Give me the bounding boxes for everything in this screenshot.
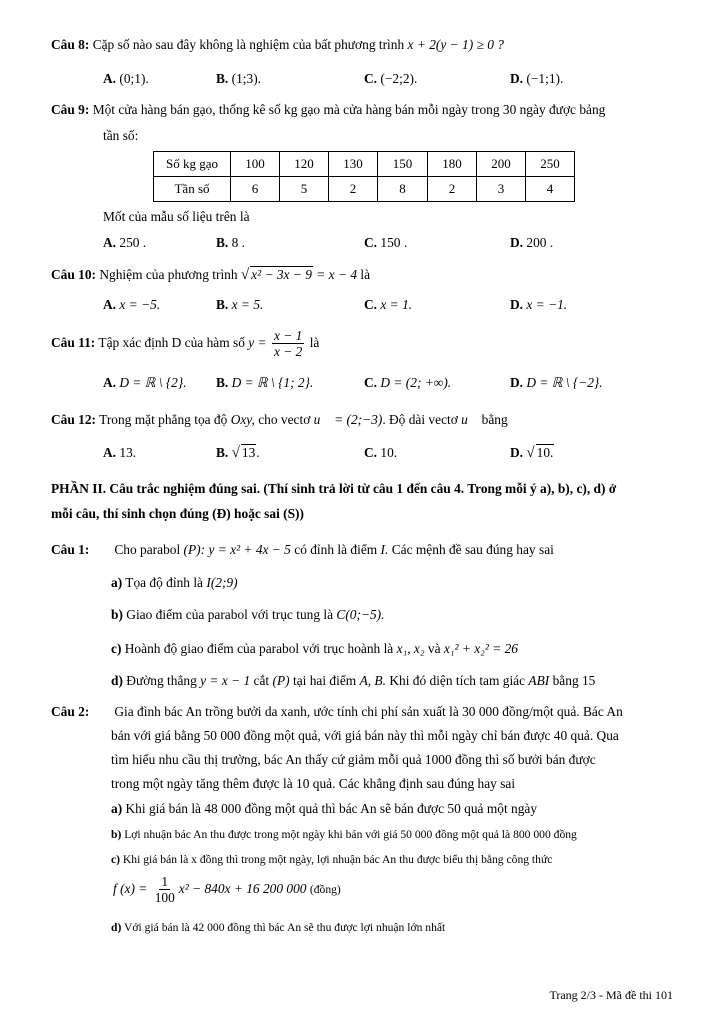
question-label: Câu 9:: [51, 102, 90, 117]
question-10: Câu 10: Nghiệm của phương trình √ x² − 3x − 9 = x − 4 là: [51, 267, 371, 283]
statement-d[interactable]: d) Với giá bán là 42 000 đồng thì bác An sẽ thu được lợi nhuận lớn nhất: [111, 921, 446, 934]
inequality: x + 2(y − 1) ≥ 0 ?: [407, 37, 504, 52]
statement-a[interactable]: a) Tọa độ đỉnh là I(2;9): [111, 575, 238, 590]
table-row: Tần số 6 5 2 8 2 3 4: [154, 177, 575, 202]
question-8: [51, 36, 504, 54]
option-a[interactable]: A. 250 .: [103, 235, 147, 250]
tf-question-2: Câu 2: Gia đình bác An trồng bưởi da xanh, ước tính chi phí sản xuất là 30 000 đồng/một quả. Bác An: [51, 704, 623, 719]
question-12: Câu 12: Trong mặt phẳng tọa độ Oxy, cho vectơ u⃗ = (2;−3). Độ dài vectơ u⃗ bằng: [51, 412, 508, 427]
statement-d[interactable]: d) Đường thẳng y = x − 1 cắt (P) tại hai điểm A, B. Khi đó diện tích tam giác ABI bằng 15: [111, 673, 596, 688]
frequency-table: [153, 151, 575, 202]
option-c[interactable]: C. 10.: [364, 445, 398, 460]
question-label: Câu 12:: [51, 412, 97, 427]
option-b[interactable]: B. (1;3).: [216, 71, 262, 86]
option-d[interactable]: D. (−1;1).: [510, 71, 564, 86]
question-9: [51, 101, 605, 119]
statement-a[interactable]: a) Khi giá bán là 48 000 đồng một quả thì bác An sẽ bán được 50 quả một ngày: [111, 801, 538, 816]
paragraph-line: tìm hiểu nhu cầu thị trường, bác An thấy cứ giảm mỗi quả 1000 đồng thì số bưởi bán được: [111, 752, 596, 767]
option-a[interactable]: A. x = −5.: [103, 297, 161, 312]
option-c[interactable]: C. D = (2; +∞).: [364, 375, 452, 390]
question-label: Câu 8:: [51, 37, 90, 52]
equation-rhs: = x − 4: [316, 267, 358, 282]
question-prompt: Mốt của mẫu số liệu trên là: [103, 209, 250, 224]
option-a[interactable]: A. (0;1).: [103, 71, 149, 86]
statement-b[interactable]: b) Giao điểm của parabol với trục tung là C(0;−5).: [111, 607, 385, 622]
question-text: Nghiệm của phương trình: [99, 267, 238, 282]
tf-question-1: Câu 1: Cho parabol (P): y = x² + 4x − 5 có đỉnh là điểm I. Các mệnh đề sau đúng hay sai: [51, 542, 554, 557]
radical-sign: √: [240, 267, 250, 283]
question-11: Câu 11: Tập xác định D của hàm số y = $\frac{x - 1}{x - 2}$ là: [51, 328, 320, 360]
section-heading: PHẦN II. Câu trắc nghiệm đúng sai. (Thí sinh trả lời từ câu 1 đến câu 4. Trong mỗi ý a), b), c), d) ở: [51, 481, 617, 496]
option-c[interactable]: C. 150 .: [364, 235, 408, 250]
paragraph-line: trong một ngày tăng thêm được là 10 quả. Các khẳng định sau đúng hay sai: [111, 776, 516, 791]
table-row: Số kg gạo 100 120 130 150 180 200 250: [154, 152, 575, 177]
option-c[interactable]: C. x = 1.: [364, 297, 413, 312]
question-label: Câu 1:: [51, 542, 90, 557]
option-b[interactable]: B. 8 .: [216, 235, 246, 250]
option-a[interactable]: A. D = ℝ \ {2}.: [103, 375, 187, 390]
option-a[interactable]: A. 13.: [103, 445, 137, 460]
radicand: x² − 3x − 9: [251, 267, 312, 282]
question-label: Câu 11:: [51, 335, 96, 350]
statement-b[interactable]: b) Lợi nhuận bác An thu được trong một ngày khi bán với giá 50 000 đồng một quả là 800 000 đồng: [111, 828, 577, 841]
option-d[interactable]: D. √ 10.: [510, 445, 554, 461]
question-text: Cặp số nào sau đây không là nghiệm của bất phương trình: [92, 37, 405, 52]
option-b[interactable]: B. √ 13.: [216, 445, 260, 461]
fraction: $\frac{1}{100}$: [154, 874, 175, 906]
question-label: Câu 10:: [51, 267, 97, 282]
statement-c[interactable]: c) Hoành độ giao điểm của parabol với trục hoành là x₁, x₂ và x₁² + x₂² = 26: [111, 641, 518, 656]
question-text: Một cửa hàng bán gạo, thống kê số kg gạo mà cửa hàng bán mỗi ngày trong 30 ngày được bảng: [92, 102, 606, 117]
page-footer: Trang 2/3 - Mã đề thi 101: [549, 988, 673, 1002]
question-text: Tập xác định D của hàm số: [98, 335, 245, 350]
section-heading-cont: mỗi câu, thí sinh chọn đúng (Đ) hoặc sai (S)): [51, 506, 304, 521]
statement-c[interactable]: c) Khi giá bán là x đồng thì trong một ngày, lợi nhuận bác An thu được biểu thị bằng công thức: [111, 853, 553, 866]
paragraph-line: bán với giá bằng 50 000 đồng một quả, với giá bán này thì mỗi ngày chỉ bán được 40 quả. Qua: [111, 728, 619, 743]
profit-formula: f (x) = $\frac{1}{100}$ x² − 840x + 16 200 000 (đồng): [113, 874, 341, 906]
option-b[interactable]: B. x = 5.: [216, 297, 264, 312]
question-label: Câu 2:: [51, 704, 90, 719]
option-d[interactable]: D. 200 .: [510, 235, 554, 250]
question-text-cont: tần số:: [103, 128, 139, 143]
fraction: $\frac{x - 1}{x - 2}$: [273, 328, 303, 360]
vector-u: u⃗ = (2;−3): [313, 412, 383, 427]
option-b[interactable]: B. D = ℝ \ {1; 2}.: [216, 375, 314, 390]
option-d[interactable]: D. x = −1.: [510, 297, 568, 312]
option-c[interactable]: C. (−2;2).: [364, 71, 418, 86]
parabol-formula: (P): y = x² + 4x − 5: [183, 542, 291, 557]
option-d[interactable]: D. D = ℝ \ {−2}.: [510, 375, 603, 390]
